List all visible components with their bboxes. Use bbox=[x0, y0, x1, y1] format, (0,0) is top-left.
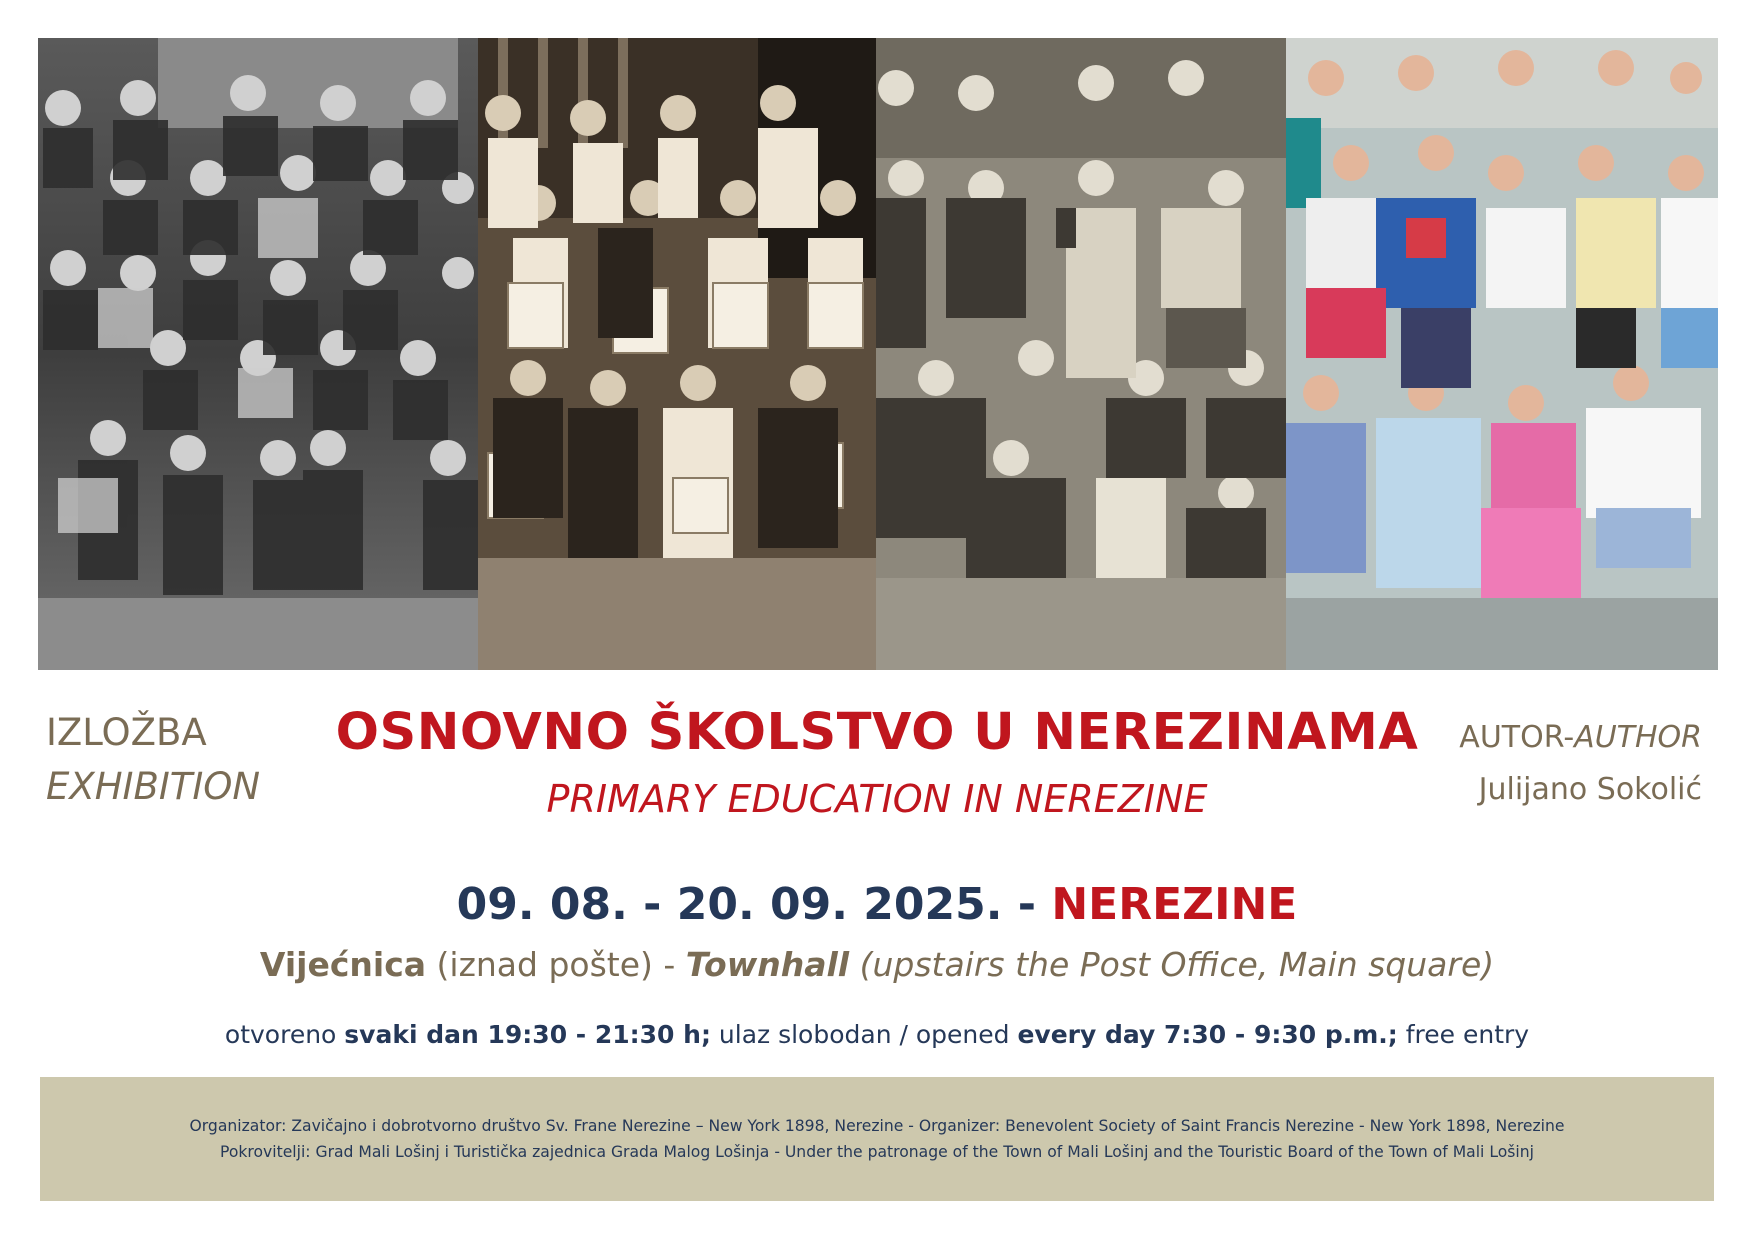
class-photo-1950s-image bbox=[876, 38, 1286, 670]
venue-en-name: Townhall bbox=[685, 945, 850, 984]
hours-part-3: free entry bbox=[1397, 1020, 1530, 1049]
footer-band bbox=[40, 1077, 1714, 1201]
exhibition-label-en: EXHIBITION bbox=[46, 765, 261, 808]
author-name: Julijano Sokolić bbox=[1478, 772, 1702, 807]
footer-organizer: Organizator: Zavičajno i dobrotvorno društvo Sv. Frane Nerezine – New York 1898, Nerezine - Organizer: Benevolent Society of Saint Francis Nerezine - New York 1898, Nerezine bbox=[189, 1117, 1565, 1135]
author-label-hr: AUTOR- bbox=[1459, 720, 1575, 755]
class-photo-early-1900s bbox=[38, 38, 478, 670]
class-photo-1980s-image bbox=[1286, 38, 1718, 670]
class-photo-1950s bbox=[876, 38, 1286, 670]
exhibition-label-hr: IZLOŽBA bbox=[46, 711, 207, 754]
class-photo-1920s bbox=[478, 38, 876, 670]
footer-patronage: Pokrovitelji: Grad Mali Lošinj i Turistička zajednica Grada Malog Lošinja - Under the patronage of the Town of Mali Lošinj and the Touristic Board of the Town of Mali Lošinj bbox=[220, 1143, 1534, 1161]
hours-hr-time: svaki dan 19:30 - 21:30 h; bbox=[344, 1020, 711, 1049]
dates-line bbox=[0, 876, 1754, 934]
venue-hr-detail: (iznad pošte) - bbox=[426, 945, 686, 984]
author-label bbox=[1459, 712, 1702, 764]
venue-line bbox=[0, 940, 1754, 990]
class-photo-early-1900s-image bbox=[38, 38, 478, 670]
opening-hours bbox=[0, 1015, 1754, 1055]
date-range: 09. 08. - 20. 09. 2025. - bbox=[456, 879, 1052, 930]
venue-en-detail: (upstairs the Post Office, Main square) bbox=[849, 945, 1495, 984]
author-block bbox=[1459, 712, 1702, 816]
author-label-en: AUTHOR bbox=[1574, 720, 1702, 755]
class-photo-1980s bbox=[1286, 38, 1718, 670]
hours-part-2: ulaz slobodan / opened bbox=[710, 1020, 1018, 1049]
photo-strip bbox=[38, 38, 1718, 670]
title: OSNOVNO ŠKOLSTVO U NEREZINAMA bbox=[335, 703, 1419, 762]
class-photo-1920s-image bbox=[478, 38, 876, 670]
hours-part-1: otvoreno bbox=[224, 1020, 345, 1049]
subtitle: PRIMARY EDUCATION IN NEREZINE bbox=[546, 777, 1208, 821]
date-place: NEREZINE bbox=[1051, 879, 1298, 930]
venue-hr-name: Vijećnica bbox=[259, 945, 427, 984]
hours-en-time: every day 7:30 - 9:30 p.m.; bbox=[1017, 1020, 1398, 1049]
